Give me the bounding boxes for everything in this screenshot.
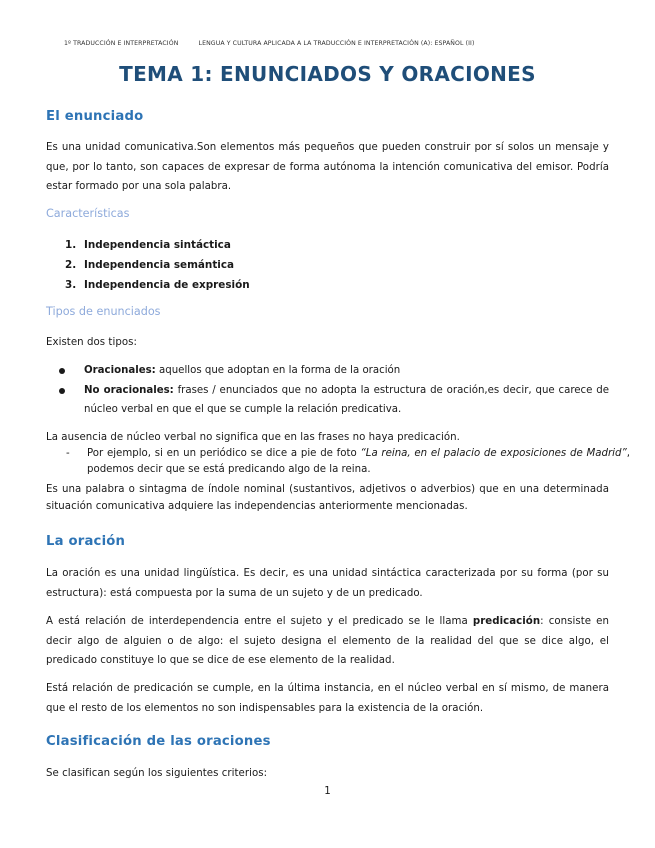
page-header [64,40,474,47]
header-course: 1º TRADUCCIÓN E INTERPRETACIÓN [64,40,179,47]
list-item: Oracionales: aquellos que adoptan en la forma de la oración [46,361,609,381]
dash-icon: - [66,448,70,459]
heading-clasificacion: Clasificación de las oraciones [46,734,271,749]
page-title: TEMA 1: ENUNCIADOS Y ORACIONES [119,62,536,86]
header-subject: LENGUA Y CULTURA APLICADA A LA TRADUCCIÓN E INTERPRETACIÓN (A): ESPAÑOL (II) [198,40,475,47]
tipos-list [46,361,609,420]
list-item: 1. Independencia sintáctica [65,239,231,251]
paragraph-oracion-definition: La oración es una unidad lingüística. Es decir, es una unidad sintáctica caracterizada por su forma (por su estructura): está compuesta por la suma de un sujeto y de un predicado. [46,568,609,599]
list-item: No oracionales: frases / enunciados que no adopta la estructura de oración,es decir, que carece de núcleo verbal en que el que se cumple la relación predicativa. [46,381,609,420]
paragraph-palabra: Es una palabra o sintagma de índole nominal (sustantivos, adjetivos o adverbios) que en una determinada situación comunicativa adquiere las independencias anteriormente mencionadas. [46,484,609,512]
example-item: - Por ejemplo, si en un periódico se dice a pie de foto “La reina, en el palacio de exposiciones de Madrid”, podemos decir que se está predicando algo de la reina. [66,448,630,475]
paragraph-enunciado-definition: Es una unidad comunicativa.Son elementos más pequeños que pueden construir por sí solos un mensaje y que, por lo tanto, son capaces de expresar de forma autónoma la intención comunicativa del emisor. Podría estar formado por una sola palabra. [46,142,609,192]
heading-oracion: La oración [46,534,126,549]
page-number: 1 [324,786,331,797]
paragraph-predicacion: A está relación de interdependencia entre el sujeto y el predicado se le llama predicación: consiste en decir algo de alguien o de algo: el sujeto designa el elemento de la realidad del que se dice algo, el predicado constituye lo que se dice de ese elemento de la realidad. [46,616,609,666]
heading-caracteristicas: Características [46,207,130,220]
paragraph-nucleo-verbal: Está relación de predicación se cumple, en la última instancia, en el núcleo verbal en sí mismo, de manera que el resto de los elementos no son indispensables para la existencia de la oración. [46,683,609,714]
bullet-icon [59,388,65,394]
list-item: 3. Independencia de expresión [65,279,250,291]
caracteristicas-list [46,235,250,295]
heading-enunciado: El enunciado [46,109,144,124]
paragraph-ausencia: La ausencia de núcleo verbal no significa que en las frases no haya predicación. [46,432,460,443]
bullet-icon [59,368,65,374]
paragraph-tipos-intro: Existen dos tipos: [46,337,137,348]
paragraph-clasificacion-intro: Se clasifican según los siguientes criterios: [46,768,268,779]
heading-tipos-enunciados: Tipos de enunciados [46,305,161,318]
list-item: 2. Independencia semántica [65,259,235,271]
